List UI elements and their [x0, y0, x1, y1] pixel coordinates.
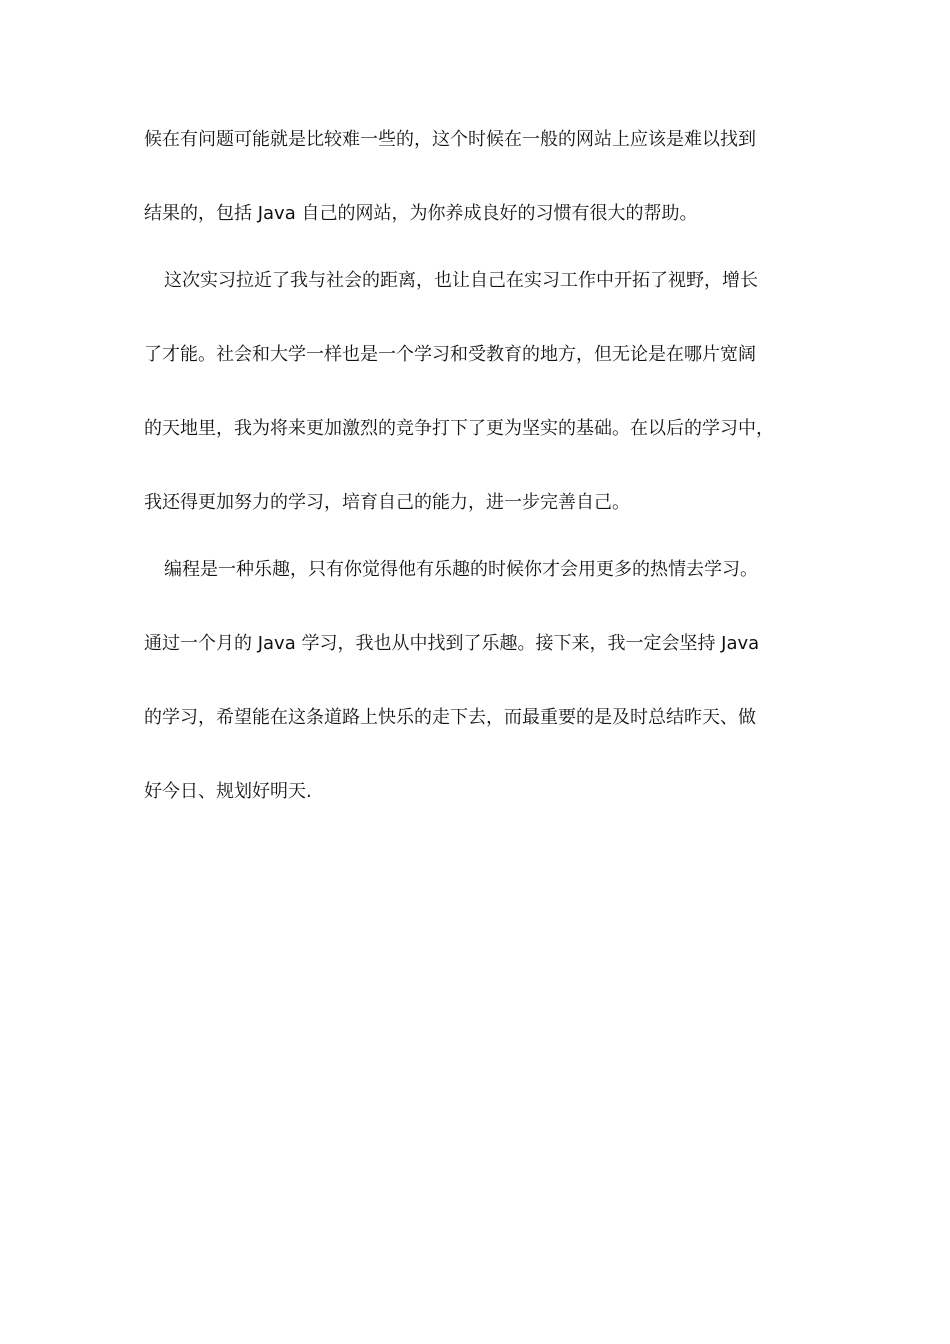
paragraph-line: 通过一个月的 Java 学习，我也从中找到了乐趣。接下来，我一定会坚持 Java [144, 633, 760, 654]
paragraph-line: 编程是一种乐趣，只有你觉得他有乐趣的时候你才会用更多的热情去学习。 [164, 559, 758, 580]
paragraph-3 [144, 558, 824, 804]
paragraph-line: 了才能。社会和大学一样也是一个学习和受教育的地方，但无论是在哪片宽阔 [144, 344, 756, 365]
paragraph-line: 结果的，包括 Java 自己的网站，为你养成良好的习惯有很大的帮助。 [144, 203, 698, 224]
paragraph-2 [144, 269, 824, 515]
paragraph-line: 的天地里，我为将来更加激烈的竞争打下了更为坚实的基础。在以后的学习中， [144, 418, 774, 439]
paragraph-line: 我还得更加努力的学习，培育自己的能力，进一步完善自己。 [144, 492, 630, 513]
paragraph-1 [144, 128, 824, 226]
paragraph-line: 的学习，希望能在这条道路上快乐的走下去，而最重要的是及时总结昨天、做 [144, 707, 756, 728]
document-body [144, 128, 824, 804]
paragraph-line: 候在有问题可能就是比较难一些的，这个时候在一般的网站上应该是难以找到 [144, 129, 756, 150]
paragraph-line: 好今日、规划好明天. [144, 781, 312, 802]
paragraph-line: 这次实习拉近了我与社会的距离，也让自己在实习工作中开拓了视野，增长 [164, 270, 758, 291]
